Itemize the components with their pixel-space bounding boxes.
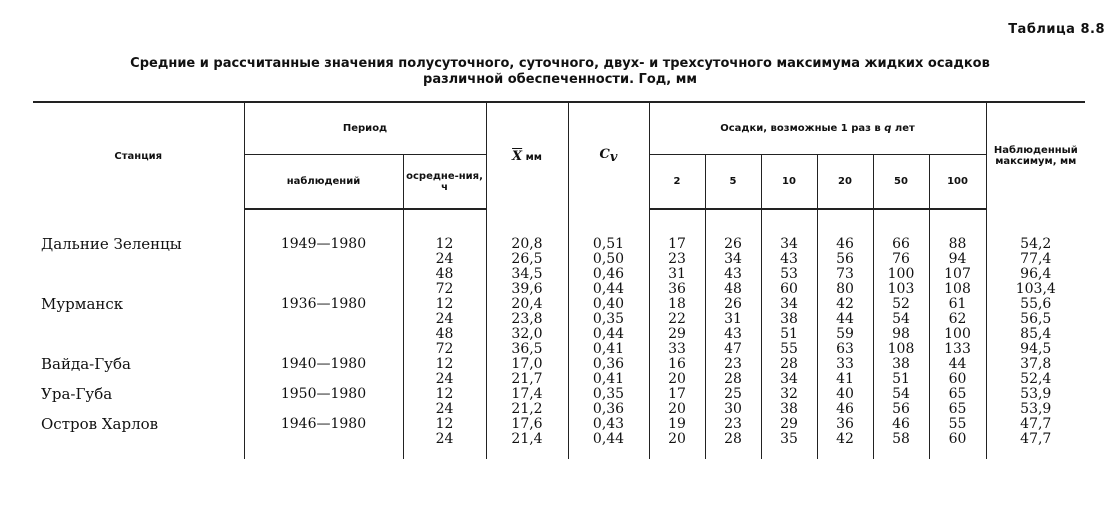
cv-cell: 0,41 [568, 342, 649, 357]
q-value-cell: 46 [873, 417, 929, 432]
table-row [33, 237, 1085, 252]
q-value-cell: 54 [873, 312, 929, 327]
period-cell [244, 312, 403, 327]
q-value-cell: 19 [649, 417, 705, 432]
period-cell [244, 267, 403, 282]
cv-cell: 0,44 [568, 432, 649, 447]
q-value-cell: 44 [817, 312, 873, 327]
q-value-cell: 26 [705, 297, 761, 312]
max-observed-cell: 94,5 [986, 342, 1085, 357]
mean-value-cell: 17,6 [486, 417, 568, 432]
header-q-100: 100 [929, 155, 986, 210]
q-value-cell: 43 [705, 327, 761, 342]
table-row [33, 357, 1085, 372]
station-cell [33, 327, 244, 342]
cv-cell: 0,44 [568, 327, 649, 342]
station-cell: Ура-Губа [41, 385, 113, 403]
q-value-cell: 38 [761, 312, 817, 327]
station-cell [33, 267, 244, 282]
q-value-cell: 17 [649, 237, 705, 252]
cv-cell: 0,36 [568, 402, 649, 417]
q-value-cell: 65 [929, 387, 986, 402]
cv-cell: 0,35 [568, 387, 649, 402]
table-row [33, 342, 1085, 357]
q-value-cell: 34 [761, 297, 817, 312]
title-line-1: Средние и рассчитанные значения полусуточного, суточного, двух- и трехсуточного максимума жидких осадков [130, 56, 990, 71]
mean-value-cell: 26,5 [486, 252, 568, 267]
header-q-20: 20 [817, 155, 873, 210]
q-value-cell: 55 [929, 417, 986, 432]
q-value-cell: 28 [705, 432, 761, 447]
q-value-cell: 56 [873, 402, 929, 417]
table-row [33, 417, 1085, 432]
averaging-hours-cell: 12 [403, 237, 486, 252]
averaging-hours-cell: 48 [403, 327, 486, 342]
max-observed-cell: 103,4 [986, 282, 1085, 297]
q-value-cell: 107 [929, 267, 986, 282]
period-cell: 1936—1980 [244, 297, 403, 312]
table-row [33, 267, 1085, 282]
cv-cell: 0,36 [568, 357, 649, 372]
mean-value-cell: 36,5 [486, 342, 568, 357]
table-row [33, 282, 1085, 297]
q-value-cell: 42 [817, 432, 873, 447]
period-cell [244, 432, 403, 447]
mean-value-cell: 21,2 [486, 402, 568, 417]
table-row [33, 372, 1085, 387]
averaging-hours-cell: 24 [403, 402, 486, 417]
station-cell: Мурманск [41, 295, 124, 313]
mean-value-cell: 34,5 [486, 267, 568, 282]
station-cell: Остров Харлов [41, 415, 159, 433]
q-value-cell: 33 [649, 342, 705, 357]
q-value-cell: 33 [817, 357, 873, 372]
q-value-cell: 36 [817, 417, 873, 432]
header-period-obs: наблюдений [244, 155, 403, 210]
cv-cell: 0,46 [568, 267, 649, 282]
mean-value-cell: 20,4 [486, 297, 568, 312]
max-observed-cell: 47,7 [986, 417, 1085, 432]
q-value-cell: 36 [649, 282, 705, 297]
station-cell [33, 432, 244, 447]
q-value-cell: 46 [817, 237, 873, 252]
header-period: Период [244, 102, 486, 155]
cv-cell: 0,41 [568, 372, 649, 387]
table-number: Таблица 8.8 [1008, 22, 1105, 37]
averaging-hours-cell: 48 [403, 267, 486, 282]
q-value-cell: 98 [873, 327, 929, 342]
q-value-cell: 88 [929, 237, 986, 252]
mean-value-cell: 17,0 [486, 357, 568, 372]
q-value-cell: 43 [761, 252, 817, 267]
q-value-cell: 60 [761, 282, 817, 297]
period-cell: 1946—1980 [244, 417, 403, 432]
averaging-hours-cell: 12 [403, 297, 486, 312]
header-max-observed: Наблюденный максимум, мм [986, 102, 1085, 209]
q-value-cell: 94 [929, 252, 986, 267]
cv-cell: 0,43 [568, 417, 649, 432]
averaging-hours-cell: 24 [403, 312, 486, 327]
table-row [33, 297, 1085, 312]
q-value-cell: 62 [929, 312, 986, 327]
averaging-hours-cell: 24 [403, 372, 486, 387]
q-value-cell: 76 [873, 252, 929, 267]
cv-cell: 0,40 [568, 297, 649, 312]
q-value-cell: 56 [817, 252, 873, 267]
q-value-cell: 26 [705, 237, 761, 252]
cv-cell: 0,35 [568, 312, 649, 327]
header-precip-return: Осадки, возможные 1 раз в q лет [649, 102, 986, 155]
period-cell: 1949—1980 [244, 237, 403, 252]
max-observed-cell: 52,4 [986, 372, 1085, 387]
q-value-cell: 59 [817, 327, 873, 342]
q-value-cell: 66 [873, 237, 929, 252]
q-value-cell: 20 [649, 372, 705, 387]
q-value-cell: 23 [705, 417, 761, 432]
q-value-cell: 43 [705, 267, 761, 282]
q-value-cell: 40 [817, 387, 873, 402]
period-cell [244, 402, 403, 417]
period-cell [244, 342, 403, 357]
q-value-cell: 17 [649, 387, 705, 402]
table-row [33, 312, 1085, 327]
period-cell: 1940—1980 [244, 357, 403, 372]
max-observed-cell: 37,8 [986, 357, 1085, 372]
table-title [40, 56, 1080, 88]
mean-value-cell: 32,0 [486, 327, 568, 342]
averaging-hours-cell: 12 [403, 387, 486, 402]
q-value-cell: 53 [761, 267, 817, 282]
q-value-cell: 22 [649, 312, 705, 327]
q-value-cell: 23 [649, 252, 705, 267]
q-value-cell: 46 [817, 402, 873, 417]
q-value-cell: 16 [649, 357, 705, 372]
averaging-hours-cell: 12 [403, 357, 486, 372]
q-value-cell: 35 [761, 432, 817, 447]
q-value-cell: 20 [649, 402, 705, 417]
table-row [33, 432, 1085, 447]
station-cell: Дальние Зеленцы [41, 235, 182, 253]
q-value-cell: 60 [929, 432, 986, 447]
max-observed-cell: 53,9 [986, 402, 1085, 417]
q-value-cell: 28 [705, 372, 761, 387]
q-value-cell: 63 [817, 342, 873, 357]
mean-value-cell: 21,4 [486, 432, 568, 447]
q-value-cell: 18 [649, 297, 705, 312]
header-q-50: 50 [873, 155, 929, 210]
q-value-cell: 47 [705, 342, 761, 357]
header-q-5: 5 [705, 155, 761, 210]
q-value-cell: 103 [873, 282, 929, 297]
cv-cell: 0,51 [568, 237, 649, 252]
q-value-cell: 23 [705, 357, 761, 372]
title-line-2: различной обеспеченности. Год, мм [423, 72, 697, 87]
mean-value-cell: 20,8 [486, 237, 568, 252]
header-q-10: 10 [761, 155, 817, 210]
q-value-cell: 20 [649, 432, 705, 447]
q-value-cell: 44 [929, 357, 986, 372]
mean-value-cell: 23,8 [486, 312, 568, 327]
mean-value-cell: 21,7 [486, 372, 568, 387]
q-value-cell: 29 [761, 417, 817, 432]
q-value-cell: 55 [761, 342, 817, 357]
q-value-cell: 60 [929, 372, 986, 387]
q-value-cell: 100 [873, 267, 929, 282]
period-cell [244, 372, 403, 387]
q-value-cell: 100 [929, 327, 986, 342]
q-value-cell: 31 [649, 267, 705, 282]
averaging-hours-cell: 72 [403, 282, 486, 297]
q-value-cell: 108 [929, 282, 986, 297]
q-value-cell: 28 [761, 357, 817, 372]
header-q-2: 2 [649, 155, 705, 210]
header-cv: $C_v$ [568, 102, 649, 209]
max-observed-cell: 53,9 [986, 387, 1085, 402]
period-cell [244, 282, 403, 297]
averaging-hours-cell: 24 [403, 432, 486, 447]
q-value-cell: 73 [817, 267, 873, 282]
max-observed-cell: 47,7 [986, 432, 1085, 447]
q-value-cell: 38 [873, 357, 929, 372]
cv-cell: 0,50 [568, 252, 649, 267]
q-value-cell: 51 [761, 327, 817, 342]
table-row [33, 402, 1085, 417]
cv-cell: 0,44 [568, 282, 649, 297]
table-body [33, 209, 1085, 459]
q-value-cell: 34 [761, 237, 817, 252]
q-value-cell: 58 [873, 432, 929, 447]
q-value-cell: 52 [873, 297, 929, 312]
max-observed-cell: 55,6 [986, 297, 1085, 312]
max-observed-cell: 56,5 [986, 312, 1085, 327]
max-observed-cell: 77,4 [986, 252, 1085, 267]
q-value-cell: 54 [873, 387, 929, 402]
averaging-hours-cell: 72 [403, 342, 486, 357]
q-value-cell: 38 [761, 402, 817, 417]
period-cell [244, 252, 403, 267]
q-value-cell: 34 [705, 252, 761, 267]
precipitation-table [33, 101, 1085, 459]
q-value-cell: 31 [705, 312, 761, 327]
station-cell: Вайда-Губа [41, 355, 131, 373]
station-cell [33, 312, 244, 327]
q-value-cell: 30 [705, 402, 761, 417]
q-value-cell: 41 [817, 372, 873, 387]
q-value-cell: 133 [929, 342, 986, 357]
q-value-cell: 25 [705, 387, 761, 402]
q-value-cell: 65 [929, 402, 986, 417]
header-xmean: $\overline{X}$ мм [486, 102, 568, 209]
header-station: Станция [33, 102, 244, 209]
max-observed-cell: 85,4 [986, 327, 1085, 342]
period-cell [244, 327, 403, 342]
table-row [33, 327, 1085, 342]
averaging-hours-cell: 12 [403, 417, 486, 432]
q-value-cell: 42 [817, 297, 873, 312]
q-value-cell: 61 [929, 297, 986, 312]
table-row [33, 252, 1085, 267]
q-value-cell: 108 [873, 342, 929, 357]
header-period-avg: осредне-ния, ч [403, 155, 486, 210]
q-value-cell: 51 [873, 372, 929, 387]
averaging-hours-cell: 24 [403, 252, 486, 267]
mean-value-cell: 39,6 [486, 282, 568, 297]
q-value-cell: 48 [705, 282, 761, 297]
table-row [33, 387, 1085, 402]
max-observed-cell: 54,2 [986, 237, 1085, 252]
mean-value-cell: 17,4 [486, 387, 568, 402]
max-observed-cell: 96,4 [986, 267, 1085, 282]
station-cell [33, 252, 244, 267]
q-value-cell: 29 [649, 327, 705, 342]
period-cell: 1950—1980 [244, 387, 403, 402]
q-value-cell: 34 [761, 372, 817, 387]
q-value-cell: 32 [761, 387, 817, 402]
q-value-cell: 80 [817, 282, 873, 297]
